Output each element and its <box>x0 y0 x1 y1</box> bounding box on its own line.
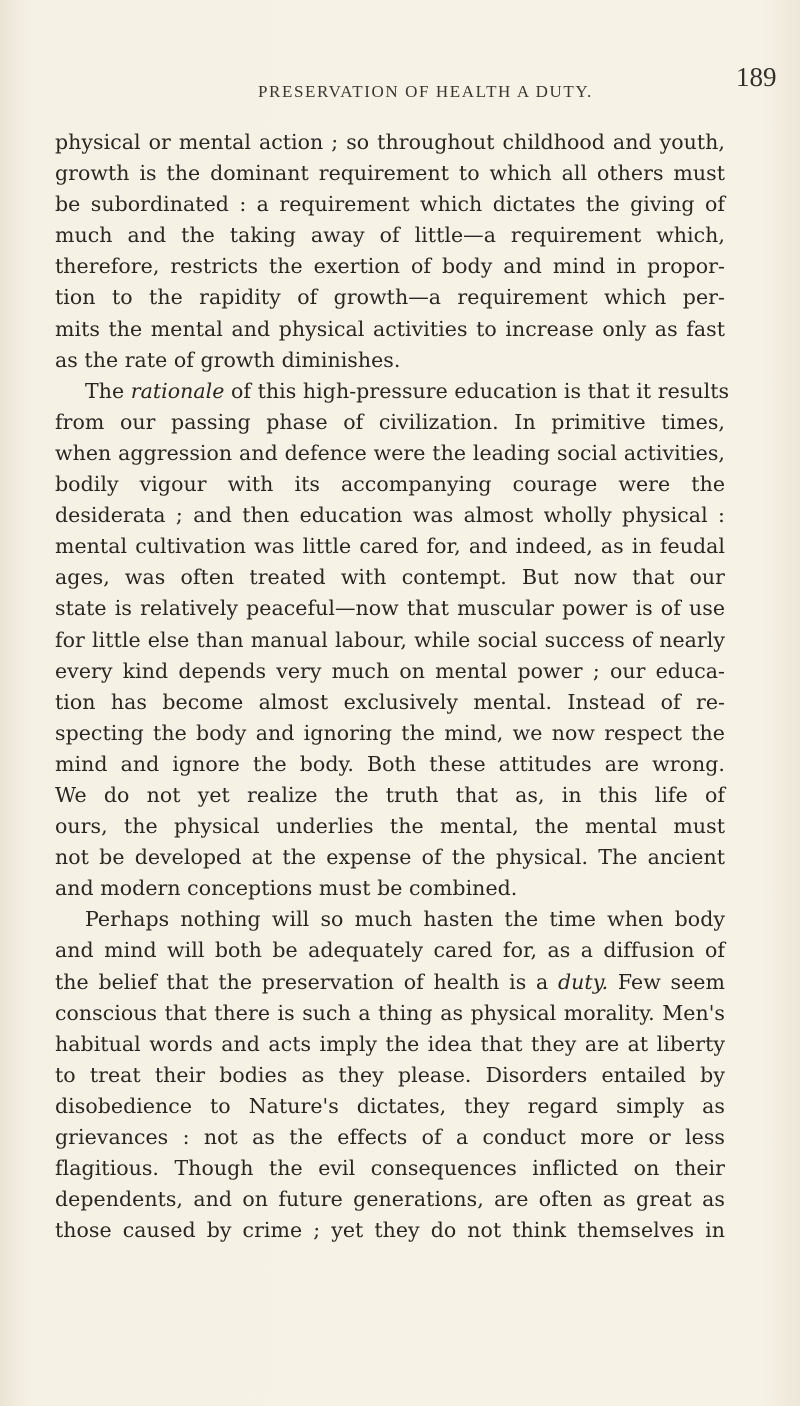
text-line: Perhaps nothing will so much hasten the time when body <box>85 907 725 932</box>
text-line: mits the mental and physical activities to increase only as fast <box>55 316 725 341</box>
text-line <box>55 967 725 998</box>
text-span: The <box>85 378 131 403</box>
text-line: much and the taking away of little—a requirement which, <box>55 223 725 248</box>
text-line: We do not yet realize the truth that as, in this life of <box>55 782 725 807</box>
text-line: be subordinated : a requirement which dictates the giving of <box>55 192 725 217</box>
text-line: to treat their bodies as they please. Disorders entailed by <box>55 1062 725 1087</box>
text-line: when aggression and defence were the leading social activities, <box>55 440 725 465</box>
text-line: disobedience to Nature's dictates, they regard simply as <box>55 1093 725 1118</box>
text-line: ours, the physical underlies the mental, the mental must <box>55 814 725 839</box>
text-line: mental cultivation was little cared for, and indeed, as in feudal <box>55 534 725 559</box>
text-line: ages, was often treated with contempt. But now that our <box>55 565 725 590</box>
text-line: therefore, restricts the exertion of body and mind in propor- <box>55 254 725 279</box>
text-span: of this high-pressure education is that it results <box>224 378 730 403</box>
text-line: dependents, and on future generations, are often as great as <box>55 1187 725 1212</box>
italic-term: duty. <box>557 969 609 994</box>
text-line: desiderata ; and then education was almost wholly physical : <box>55 503 725 528</box>
text-line: for little else than manual labour, while social success of nearly <box>55 627 725 652</box>
page-number: 189 <box>736 62 777 92</box>
text-line: physical or mental action ; so throughout childhood and youth, <box>55 130 725 154</box>
text-line: not be developed at the expense of the physical. The ancient <box>55 845 725 870</box>
text-line: habitual words and acts imply the idea that they are at liberty <box>55 1031 725 1056</box>
text-line: from our passing phase of civilization. In primitive times, <box>55 409 725 434</box>
text-line: growth is the dominant requirement to which all others must <box>55 161 725 186</box>
body-text <box>55 127 730 1246</box>
text-span: the belief that the preservation of health is a <box>55 969 558 994</box>
text-line: bodily vigour with its accompanying courage were the <box>55 472 725 497</box>
text-line: grievances : not as the effects of a conduct more or less <box>55 1125 725 1149</box>
text-line: tion to the rapidity of growth—a requirement which per- <box>55 285 725 310</box>
running-head: PRESERVATION OF HEALTH A DUTY. <box>258 82 593 101</box>
text-line: conscious that there is such a thing as physical morality. Men's <box>55 1000 725 1025</box>
text-line: those caused by crime ; yet they do not think themselves in <box>55 1218 725 1243</box>
text-line: every kind depends very much on mental power ; our educa- <box>55 658 725 683</box>
text-line: specting the body and ignoring the mind, we now respect the <box>55 720 725 745</box>
text-line <box>55 376 730 407</box>
text-line: as the rate of growth diminishes. <box>55 347 401 372</box>
text-line: and modern conceptions must be combined. <box>55 876 518 901</box>
text-line: mind and ignore the body. Both these attitudes are wrong. <box>55 751 725 776</box>
text-span: Few seem <box>608 969 725 994</box>
text-line: state is relatively peaceful—now that muscular power is of use <box>55 596 725 621</box>
text-line: tion has become almost exclusively mental. Instead of re- <box>55 689 725 714</box>
text-line: flagitious. Though the evil consequences inflicted on their <box>55 1156 725 1181</box>
italic-term: rationale <box>130 378 225 403</box>
text-line: and mind will both be adequately cared for, as a diffusion of <box>55 938 725 963</box>
